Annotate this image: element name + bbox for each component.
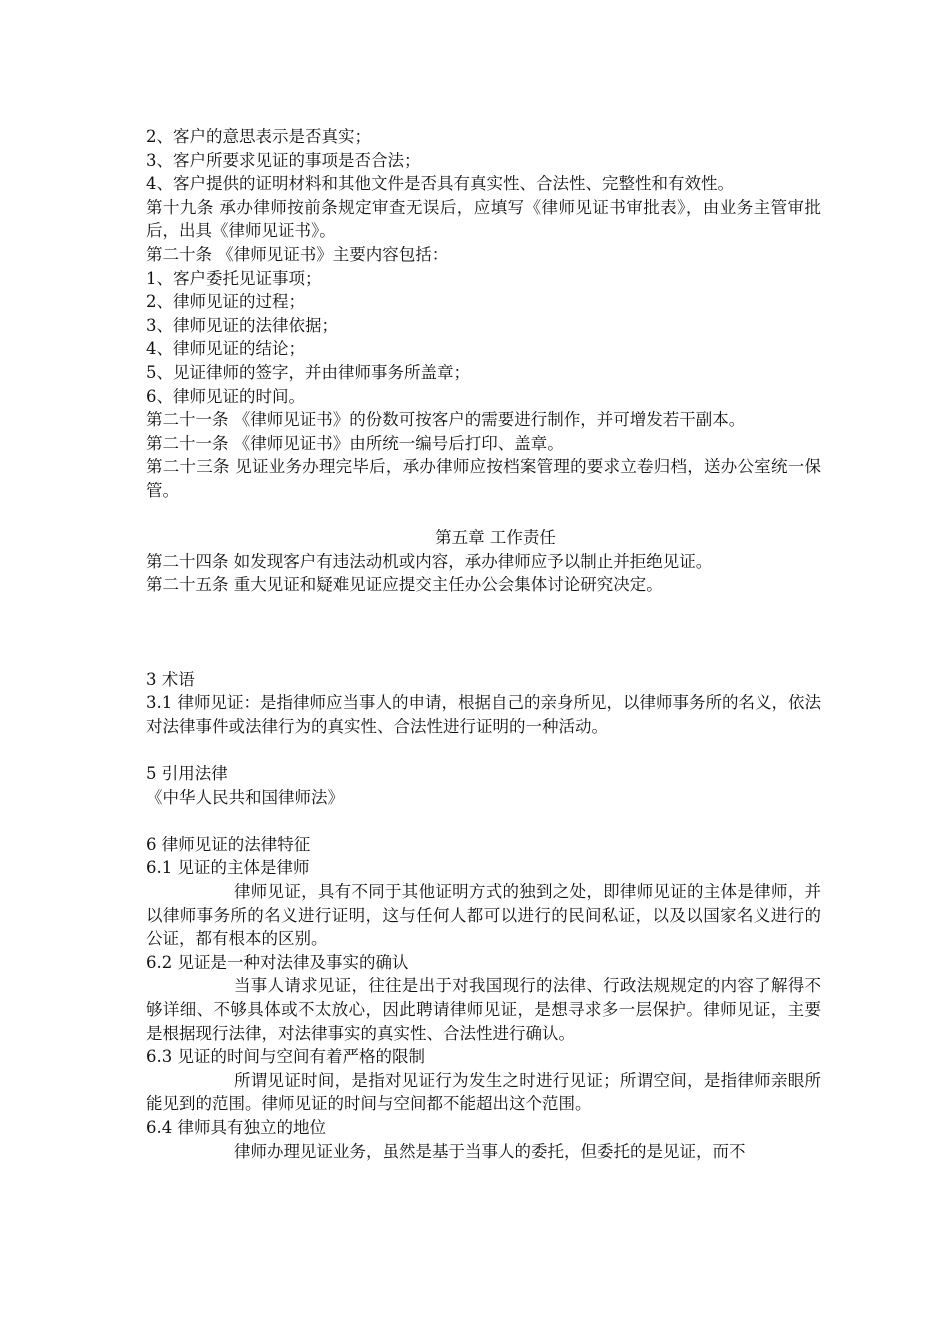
review-item-2: 2、客户的意思表示是否真实； — [146, 127, 371, 146]
section-6-4-body: 律师办理见证业务，虽然是基于当事人的委托，但委托的是见证，而不 — [234, 1141, 746, 1161]
article-21a: 第二十一条 《律师见证书》的份数可按客户的需要进行制作，并可增发若干副本。 — [146, 410, 746, 430]
chapter-5-heading: 第五章 工作责任 — [435, 528, 556, 548]
article-20-item-6: 6、律师见证的时间。 — [146, 386, 305, 406]
section-6-2-title: 6.2 见证是一种对法律及事实的确认 — [146, 952, 409, 972]
review-item-4: 4、客户提供的证明材料和其他文件是否具有真实性、合法性、完整性和有效性。 — [146, 174, 734, 194]
section-5-law: 《中华人民共和国律师法》 — [146, 787, 344, 807]
article-21b: 第二十一条 《律师见证书》由所统一编号后打印、盖章。 — [146, 433, 564, 453]
section-6-4-title: 6.4 律师具有独立的地位 — [146, 1117, 326, 1137]
section-5-title: 5 引用法律 — [146, 764, 228, 784]
section-3-title: 3 术语 — [146, 669, 195, 689]
article-20: 第二十条 《律师见证书》主要内容包括： — [146, 244, 449, 264]
article-24: 第二十四条 如发现客户有违法动机或内容，承办律师应予以制止并拒绝见证。 — [146, 551, 713, 571]
section-3-1: 3.1 律师见证：是指律师应当事人的申请，根据自己的亲身所见，以律师事务所的名义，依法对法律事件或法律行为的真实性、合法性进行证明的一种活动。 — [146, 693, 821, 736]
section-6-3-body: 所谓见证时间，是指对见证行为发生之时进行见证；所谓空间，是指律师亲眼所能见到的范围。律师见证的时间与空间都不能超出这个范围。 — [146, 1070, 821, 1114]
article-19: 第十九条 承办律师按前条规定审查无误后，应填写《律师见证书审批表》，由业务主管审批后，出具《律师见证书》。 — [146, 197, 821, 241]
spacer — [146, 809, 821, 833]
article-25: 第二十五条 重大见证和疑难见证应提交主任办公会集体讨论研究决定。 — [146, 575, 663, 595]
section-6-1-body: 律师见证，具有不同于其他证明方式的独到之处，即律师见证的主体是律师，并以律师事务所的名义进行证明，这与任何人都可以进行的民间私证，以及以国家名义进行的公证，都有根本的区别。 — [146, 882, 821, 949]
article-20-item-2: 2、律师见证的过程； — [146, 292, 305, 312]
spacer — [146, 738, 821, 762]
spacer — [146, 503, 821, 527]
article-20-item-3: 3、律师见证的法律依据； — [146, 315, 338, 335]
document-body — [146, 125, 821, 1163]
review-item-3: 3、客户所要求见证的事项是否合法； — [146, 150, 421, 170]
article-20-item-4: 4、律师见证的结论； — [146, 339, 305, 359]
article-23: 第二十三条 见证业务办理完毕后，承办律师应按档案管理的要求立卷归档，送办公室统一保管。 — [146, 457, 821, 500]
article-20-item-5: 5、见证律师的签字，并由律师事务所盖章； — [146, 362, 470, 382]
section-6-title: 6 律师见证的法律特征 — [146, 834, 311, 854]
section-6-1-title: 6.1 见证的主体是律师 — [146, 858, 310, 878]
section-6-2-body: 当事人请求见证，往往是出于对我国现行的法律、行政法规规定的内容了解得不够详细、不够具体或不太放心，因此聘请律师见证，是想寻求多一层保护。律师见证，主要是根据现行法律，对法律事实的真实性、合法性进行确认。 — [146, 976, 821, 1043]
article-20-item-1: 1、客户委托见证事项； — [146, 268, 322, 288]
section-6-3-title: 6.3 见证的时间与空间有着严格的限制 — [146, 1047, 425, 1067]
spacer — [146, 597, 821, 668]
